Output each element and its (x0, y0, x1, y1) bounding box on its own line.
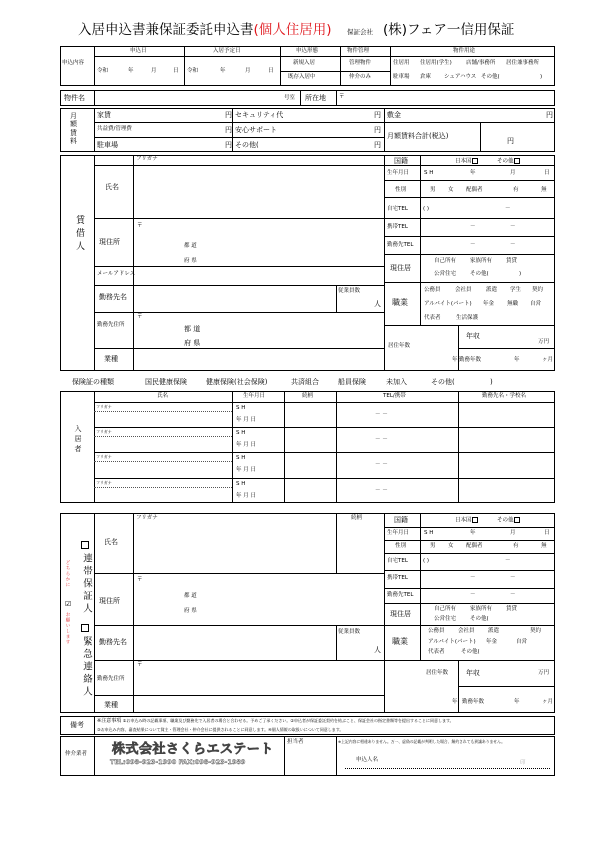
yen-8: 円 (507, 137, 514, 145)
g-person-label: 人 (374, 646, 381, 654)
g-sex-label: 性別 (395, 543, 407, 549)
zip-mark-2: 〒 (137, 223, 143, 229)
month-label: 月 (510, 170, 516, 176)
res-rent[interactable]: 賃貸 (506, 258, 518, 264)
sex-female[interactable]: 女 (448, 187, 454, 193)
res-family[interactable]: 家族所有 (470, 258, 493, 264)
movein-date-month: 月 (245, 68, 251, 74)
g-occ-rep[interactable]: 代表者 (428, 649, 445, 655)
security-label: セキュリティ代 (235, 111, 284, 119)
g-mobile-label: 携帯TEL (387, 575, 408, 581)
occ-contract[interactable]: 契約 (532, 287, 544, 293)
mgmt-fee-label: 共益費/管理費 (97, 126, 132, 132)
g-residence-label: 現住居 (390, 610, 411, 618)
g-years-unit: 年 (452, 699, 458, 705)
residence-label: 現住居 (390, 264, 411, 272)
yen-4: 円 (374, 111, 381, 119)
sex-label: 性別 (395, 187, 407, 193)
yen-7: 円 (546, 111, 553, 119)
movein-date-year: 年 (220, 68, 226, 74)
g-occ-dispatch[interactable]: 派遣 (488, 628, 500, 634)
other-fee-label: その他( (235, 141, 259, 149)
g-occupation-label: 職業 (392, 637, 408, 646)
support-label: 安心サポート (235, 126, 277, 134)
app-date-year: 年 (128, 68, 134, 74)
occ-self[interactable]: 自営 (530, 301, 542, 307)
occ-h-tel: TEL/携帯 (383, 393, 406, 399)
occ-era-1[interactable]: S H (236, 405, 246, 411)
app-header-mgmt: 物件管理 (347, 48, 370, 54)
agent-company-name: 株式会社さくらエステート (112, 742, 274, 757)
res-public[interactable]: 公営住宅 (434, 271, 457, 277)
email-label: メールアドレス (97, 271, 136, 277)
guarantor-checkbox[interactable] (81, 541, 89, 551)
occ-furigana-1: フリガナ (96, 404, 112, 409)
furigana-label: フリガナ (136, 156, 158, 162)
g-residence-years-label: 居住年数 (426, 670, 449, 676)
occ-h-rel: 続柄 (302, 393, 314, 399)
agent-contact: TEL:098-923-1990 FAX:098-923-1989 (110, 758, 246, 766)
era-choice[interactable]: S H (424, 170, 434, 176)
applicant-label: 申込人名 (356, 757, 379, 763)
zip-mark-3: 〒 (137, 314, 143, 320)
opt-new[interactable]: 新規入居 (293, 60, 316, 66)
app-date-month: 月 (151, 68, 157, 74)
res-other[interactable]: その他( (470, 271, 489, 277)
g-res-public[interactable]: 公営住宅 (434, 616, 457, 622)
g-birth-label: 生年月日 (387, 530, 410, 536)
occ-tel-1: － － (375, 412, 388, 418)
work-years-unit: 年 (514, 357, 520, 363)
g-opt-japan[interactable]: 日本国 (455, 517, 478, 524)
yen-6: 円 (374, 141, 381, 149)
g-occ-other[interactable]: その他( (461, 649, 480, 655)
yen-1: 円 (225, 111, 232, 119)
g-occ-civil[interactable]: 公務員 (428, 628, 445, 634)
emergency-checkbox[interactable] (81, 624, 89, 634)
notes-line-2: ③お申込み内容、審査結果について貸主・管理会社・仲介会社に提供されることに同意します。④個人情報の取扱いについて同意します。 (97, 727, 344, 732)
movein-date-era: 令和 (187, 68, 199, 74)
company-prefix: 保証会社 (347, 28, 373, 36)
staff-label: 担当者 (287, 739, 304, 745)
g-name-label: 氏名 (104, 538, 118, 546)
day-label: 日 (544, 170, 550, 176)
property-name-label: 物件名 (64, 94, 85, 102)
seal-mark: 印 (520, 760, 526, 766)
choose-note-right: お願いします (65, 612, 70, 645)
g-opt-other-nationality[interactable]: その他 (497, 517, 520, 524)
g-occ-parttime[interactable]: アルバイト(パート) (428, 639, 476, 645)
g-todo: 都 道 (184, 593, 197, 599)
spouse-yes[interactable]: 有 (513, 187, 519, 193)
occ-pension[interactable]: 年金 (483, 301, 495, 307)
form-title-suffix: (個人住居用) (253, 22, 332, 38)
work-tel-label: 勤務先TEL (387, 242, 414, 248)
occ-company[interactable]: 会社員 (455, 287, 472, 293)
occ-dispatch[interactable]: 派遣 (486, 287, 498, 293)
g-income-label: 年収 (466, 669, 480, 677)
spouse-label: 配偶者 (466, 187, 483, 193)
spouse-no[interactable]: 無 (541, 187, 547, 193)
consent-text: ※上記内容に相違ありません。万一、虚偽の記載が判明した場合、解約されても異議ありません。 (338, 739, 505, 744)
ins-seamen[interactable]: 船員保険 (338, 378, 366, 386)
g-months-unit: ヶ月 (542, 699, 554, 705)
agent-company-logo (108, 742, 283, 770)
yen-5: 円 (374, 126, 381, 134)
agent-label: 仲介業者 (65, 751, 88, 757)
mobile-tel-label: 携帯TEL (387, 224, 408, 230)
g-address-label: 現住所 (99, 597, 120, 605)
fuken-label-2: 府 県 (184, 339, 201, 347)
rent-side-label: 月額賃料 (70, 112, 77, 146)
insurance-label: 保険証の種類 (72, 378, 114, 386)
g-work-years-label: 勤務年数 (462, 699, 485, 705)
occ-welfare[interactable]: 生活保護 (456, 315, 479, 321)
use-sharehouse[interactable]: シェアハウス (444, 74, 477, 80)
g-work-years-unit: 年 (514, 699, 520, 705)
man-yen-label: 万円 (538, 339, 550, 345)
zip-mark: 〒 (339, 94, 345, 100)
app-header-date: 申込日 (130, 48, 147, 54)
movein-date-day: 日 (268, 68, 274, 74)
g-work-address-label: 勤務先住所 (97, 676, 125, 682)
form-title: 入居申込書兼保証委託申込書(個人住居用) (78, 22, 332, 38)
ins-mutual[interactable]: 共済組合 (291, 378, 319, 386)
g-day: 日 (544, 530, 550, 536)
use-residential[interactable]: 住居用 (393, 60, 410, 66)
opt-brokerage[interactable]: 仲介のみ (349, 74, 372, 80)
work-years-label: 勤務年数 (459, 357, 482, 363)
g-home-tel-paren: ( ) (423, 558, 430, 564)
app-date-day: 日 (173, 68, 179, 74)
g-sex-male[interactable]: 男 (430, 543, 436, 549)
ins-none[interactable]: 未加入 (386, 378, 407, 386)
g-occ-company[interactable]: 会社員 (458, 628, 475, 634)
g-res-family[interactable]: 家族所有 (470, 606, 493, 612)
g-occ-contract[interactable]: 契約 (530, 628, 542, 634)
g-furigana-label: フリガナ (136, 515, 158, 521)
occ-tel-4: － － (375, 488, 388, 494)
g-spouse-yes[interactable]: 有 (513, 543, 519, 549)
occ-ymd-1: 年 月 日 (236, 417, 256, 423)
home-tel-paren: ( ) (423, 206, 430, 212)
occ-ymd-3: 年 月 日 (236, 467, 256, 473)
parking-label: 駐車場 (97, 141, 118, 149)
rent-label: 家賃 (97, 111, 111, 119)
g-era-choice[interactable]: S H (424, 530, 434, 536)
occ-h-work: 勤務先名・学校名 (482, 393, 527, 399)
years-unit: 年 (452, 357, 458, 363)
g-employees-label: 従業員数 (338, 629, 361, 635)
opt-japan[interactable]: 日本国 (455, 158, 478, 165)
sex-male[interactable]: 男 (430, 187, 436, 193)
work-name-label: 勤務先名 (99, 293, 127, 301)
use-warehouse[interactable]: 倉庫 (420, 74, 432, 80)
use-student[interactable]: 住居用(学生) (420, 60, 452, 66)
home-tel-label: 自宅TEL (387, 206, 408, 212)
occ-civil[interactable]: 公務員 (424, 287, 441, 293)
ins-social[interactable]: 健康保険(社会保険) (206, 378, 268, 386)
g-fuken: 府 県 (184, 608, 197, 614)
occ-unemployed[interactable]: 無職 (507, 301, 519, 307)
g-work-name-label: 勤務先名 (99, 638, 127, 646)
g-spouse-no[interactable]: 無 (541, 543, 547, 549)
occ-h-birth: 生年月日 (243, 393, 266, 399)
yen-3: 円 (225, 141, 232, 149)
room-label: 号室 (284, 95, 296, 101)
notes-label: 備考 (70, 721, 84, 729)
occ-tel-3: － － (375, 462, 388, 468)
year-label: 年 (470, 170, 476, 176)
g-industry-label: 業種 (104, 701, 118, 709)
todo-label: 都 道 (184, 243, 197, 249)
deposit-label: 敷金 (387, 111, 401, 119)
occ-furigana-2: フリガナ (96, 429, 112, 434)
check-mark-icon: ☑ (65, 600, 72, 608)
occ-furigana-3: フリガナ (96, 454, 112, 459)
occ-ymd-2: 年 月 日 (236, 442, 256, 448)
g-spouse-label: 配偶者 (466, 543, 483, 549)
g-year: 年 (470, 530, 476, 536)
yen-2: 円 (225, 126, 232, 134)
person-label: 人 (374, 300, 381, 308)
use-parking[interactable]: 駐車場 (393, 74, 410, 80)
occ-h-name: 氏名 (157, 393, 169, 399)
work-address-label: 勤務先住所 (97, 322, 125, 328)
use-store[interactable]: 店舗/事務所 (466, 60, 496, 66)
guarantor-side-label: 連帯保証人 (81, 553, 92, 616)
residence-years-label: 居住年数 (388, 343, 411, 349)
company-name: (株)フェア一信用保証 (383, 22, 515, 38)
occ-era-3[interactable]: S H (236, 455, 246, 461)
g-occ-pension[interactable]: 年金 (486, 639, 498, 645)
app-header-type: 申込形態 (296, 48, 319, 54)
occupants-side-label: 入居者 (74, 425, 82, 455)
app-date-era: 令和 (97, 68, 109, 74)
income-label: 年収 (466, 332, 480, 340)
use-mixed[interactable]: 居住兼事務所 (506, 60, 540, 66)
property-address-label: 所在地 (305, 94, 326, 102)
g-home-tel-label: 自宅TEL (387, 558, 408, 564)
tenant-name-label: 氏名 (105, 183, 119, 191)
employees-label: 従業員数 (338, 288, 361, 294)
notes-line-1: ※注意事項 ①お申込み時の記載事項、職業及び勤務先で入居者の場合と合わせる。予めご了承ください。②申込者が保証委託契約を結ぶこと、保証会社の指定書類等を提出することに同意します。 (97, 718, 454, 724)
opt-other-nationality[interactable]: その他 (497, 158, 520, 165)
occ-student[interactable]: 学生 (510, 287, 522, 293)
app-header-movein: 入居予定日 (213, 48, 241, 54)
industry-label: 業種 (104, 355, 118, 363)
g-nationality-label: 国籍 (394, 516, 408, 524)
ins-other[interactable]: その他( (431, 378, 455, 386)
opt-existing[interactable]: 既存入居中 (288, 74, 316, 80)
app-header-use: 物件用途 (453, 48, 476, 54)
occ-rep[interactable]: 代表者 (424, 315, 441, 321)
occ-furigana-4: フリガナ (96, 480, 112, 485)
nationality-label: 国籍 (394, 157, 408, 165)
g-res-rent[interactable]: 賃貸 (506, 606, 518, 612)
g-sex-female[interactable]: 女 (448, 543, 454, 549)
fuken-label: 府 県 (184, 258, 197, 264)
tenant-address-label: 現住所 (99, 238, 120, 246)
g-occ-self[interactable]: 自営 (516, 639, 528, 645)
occ-tel-2: － － (375, 437, 388, 443)
choose-note-left: どちらかに (65, 560, 70, 588)
ins-national[interactable]: 国民健康保険 (145, 378, 187, 386)
occ-parttime[interactable]: アルバイト(パート) (424, 301, 472, 307)
birthdate-label: 生年月日 (387, 170, 410, 176)
g-zip-mark-2: 〒 (137, 662, 143, 668)
res-own[interactable]: 自己所有 (434, 258, 457, 264)
application-form-page: 入居申込書兼保証委託申込書(個人住居用) 保証会社 (株)フェア一信用保証 申込内容 申込日 入居予定日 申込形態 物件管理 物件用途 令和 年 月 日 令和 年 月 日 新規入居 既存入居中 管理物件 仲介のみ 住居用 住居用(学生) 店舗/事務所 居住兼事務所 駐車場 倉庫 シェアハウス その他( ) 物件名 号室 所在地 〒 月額賃料 家賃 共益費/管理費 駐車場 円 円 円 セキュリティ代 安心サポート その他( 円 円 円 敷金 円 月額賃料合計(税込) 円 賃借人 フリガナ 氏名 現住所 〒 都 道 府 県 メールアドレス 勤務先名 従業員数 人 勤務先住所 〒 都 道 府 県 業種 国籍 日本国 その他 生年月日 S H 年 月 日 性別 男 女 配偶者 有 無 自宅TEL ( ) － 携帯TEL － － 勤務先TEL － － 現住居 自己所有 家族所有 賃貸 公営住宅 その他( ) 職業 公務員 会社員 派遣 学生 契約 アルバイト(パート) 年金 無職 自営 代表者 生活保護 年収 万円 居住年数 年 勤務年数 年 ヶ月 保険証の種類 国民健康保険 健康保険(社会保険) 共済組合 船員保険 未加入 その他( ) 入居者 氏名 生年月日 続柄 TEL/携帯 勤務先名・学校名 フリガナ フリガナ フリガナ フリガナ S H 年 月 日 S H 年 月 日 S H 年 月 日 S H 年 月 日 － － － － － － － － フリガナ 続柄 氏名 〒 現住所 都 道 府 県 勤務先名 従業員数 人 勤務先住所 〒 業種 連帯保証人 緊急連絡人 どちらかに ☑ お願いします 国籍 日本国 その他 生年月日 S H 年 月 日 性別 男 女 配偶者 有 無 自宅TEL ( ) － 携帯TEL － － 勤務先TEL － － 現住居 自己所有 家族所有 賃貸 公営住宅 その他( 職業 公務員 会社員 派遣 契約 アルバイト(パート) 年金 自営 代表者 その他( 居住年数 年収 万円 年 勤務年数 年 ヶ月 備考 ※注意事項 ①お申込み時の記載事項、職業及び勤務先で入居者の場合と合わせる。予めご了承ください。②申込者が保証委託契約を結ぶこと、保証会社の指定書類等を提出することに同意します。 ③お申込み内容、審査結果について貸主・管理会社・仲介会社に提供されることに同意します。④個人情報の取扱いについて同意します。 仲介業者 担当者 ※上記内容に相違ありません。万一、虚偽の記載が判明した場合、解約されても異議ありません。 申込人名 印 株式会社さくらエステート TEL:098-923-1990 FAX:098-923-1989 (0, 0, 595, 842)
occ-era-4[interactable]: S H (236, 481, 246, 487)
occ-era-2[interactable]: S H (236, 430, 246, 436)
total-rent-label: 月額賃料合計(税込) (387, 132, 449, 140)
g-month: 月 (510, 530, 516, 536)
g-res-other[interactable]: その他( (470, 616, 489, 622)
g-relation-label: 続柄 (351, 515, 363, 521)
occupation-label: 職業 (392, 298, 408, 307)
todo-label-2: 都 道 (184, 325, 201, 333)
opt-managed[interactable]: 管理物件 (349, 60, 372, 66)
use-other[interactable]: その他( (481, 74, 500, 80)
g-zip-mark: 〒 (137, 577, 143, 583)
g-res-own[interactable]: 自己所有 (434, 606, 457, 612)
emergency-side-label: 緊急連絡人 (81, 636, 92, 699)
months-unit: ヶ月 (542, 357, 554, 363)
occ-ymd-4: 年 月 日 (236, 493, 256, 499)
g-work-tel-label: 勤務先TEL (387, 592, 414, 598)
g-man-yen-label: 万円 (538, 670, 550, 676)
app-row-label: 申込内容 (62, 60, 85, 66)
tenant-side-label: 賃借人 (74, 215, 84, 254)
